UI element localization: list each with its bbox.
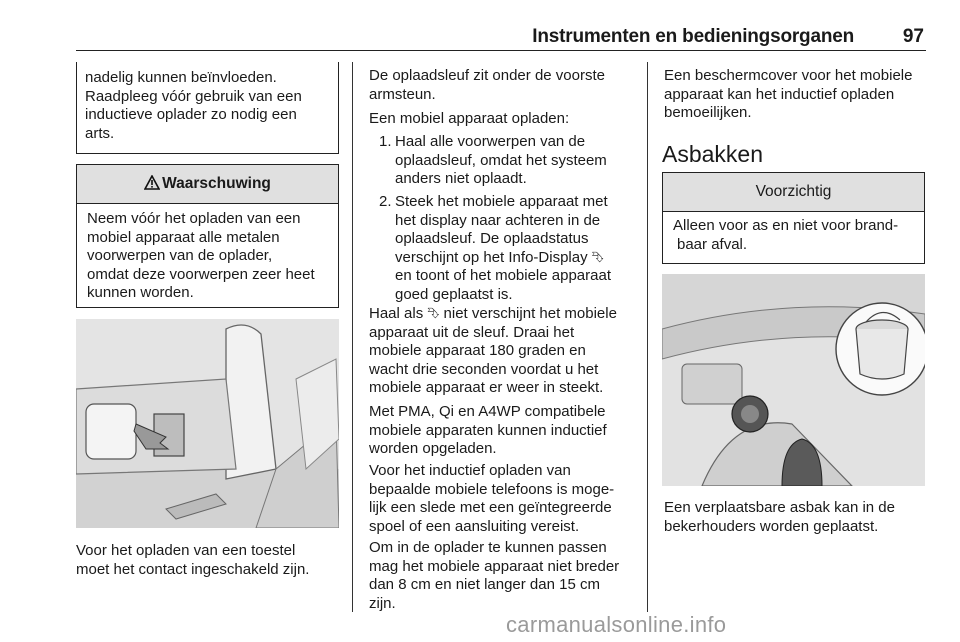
warning-box [76, 164, 339, 308]
paragraph-not-shown: Haal als ⮷ niet verschijnt het mobiele apparaat uit de sleuf. Draai het mobiele apparaat 180 graden en wacht drie seconden voordat u het mobiele apparaat er weer in steekt. [369, 305, 617, 396]
warning-title: Waarschuwing [162, 175, 271, 192]
charger-illustration [76, 319, 339, 528]
warning-text: Neem vóór het opladen van een mobiel apparaat alle metalen voorwerpen van de oplader, omdat deze voorwerpen zeer heet kunnen worden. [87, 210, 315, 301]
paragraph-cover: Een beschermcover voor het mobiele apparaat kan het inductief opladen bemoeilijken. [664, 67, 913, 121]
paragraph-charging-intro: Een mobiel apparaat opladen: [369, 110, 570, 127]
page-number: 97 [902, 26, 924, 47]
caution-header: Voorzichtig [663, 173, 924, 212]
section-heading: Asbakken [662, 141, 764, 167]
paragraph-size-limit: Om in de oplader te kunnen passen mag het mobiele apparaat niet breder dan 8 cm en niet langer dan 15 cm zijn. [369, 539, 620, 612]
watermark: carmanualsonline.info [506, 612, 727, 637]
column-divider [647, 62, 648, 612]
header-title: Instrumenten en bedieningsorganen [532, 26, 854, 47]
list-number-1: 1. [379, 133, 392, 150]
caption-col1: Voor het opladen van een toestel moet het contact ingeschakeld zijn. [76, 542, 310, 578]
list-item-1: Haal alle voorwerpen van de oplaadsleuf, omdat het systeem anders niet oplaadt. [395, 133, 607, 187]
caption-col3: Een verplaatsbare asbak kan in de bekerhouders worden geplaatst. [664, 499, 895, 535]
column-divider [352, 62, 353, 612]
warning-icon [144, 167, 160, 205]
page-header [76, 14, 926, 51]
ashtray-illustration [662, 274, 925, 486]
list-number-2: 2. [379, 193, 392, 210]
cupholder [86, 404, 136, 459]
list-item-2: Steek het mobiele apparaat met het display naar achteren in de oplaadsleuf. De oplaadstatus verschijnt op het Info-Display ⮷ en toont of het mobiele apparaat goed geplaatst is. [395, 193, 611, 303]
caution-text: Alleen voor as en niet voor brand- baar afval. [673, 217, 899, 253]
intro-paragraph: nadelig kunnen beïnvloeden. Raadpleeg vóór gebruik van een inductieve oplader zo nodig een arts. [85, 69, 302, 142]
paragraph-slot-location: De oplaadsleuf zit onder de voorste armsteun. [369, 67, 605, 103]
warning-header [77, 165, 338, 204]
paragraph-sled: Voor het inductief opladen van bepaalde mobiele telefoons is moge- lijk een slede met een geïntegreerde spoel of een aansluiting vereist. [369, 462, 615, 535]
paragraph-compatible: Met PMA, Qi en A4WP compatibele mobiele apparaten kunnen inductief worden opgeladen. [369, 403, 607, 457]
intro-box-frame [76, 62, 339, 154]
caution-box [662, 172, 925, 264]
